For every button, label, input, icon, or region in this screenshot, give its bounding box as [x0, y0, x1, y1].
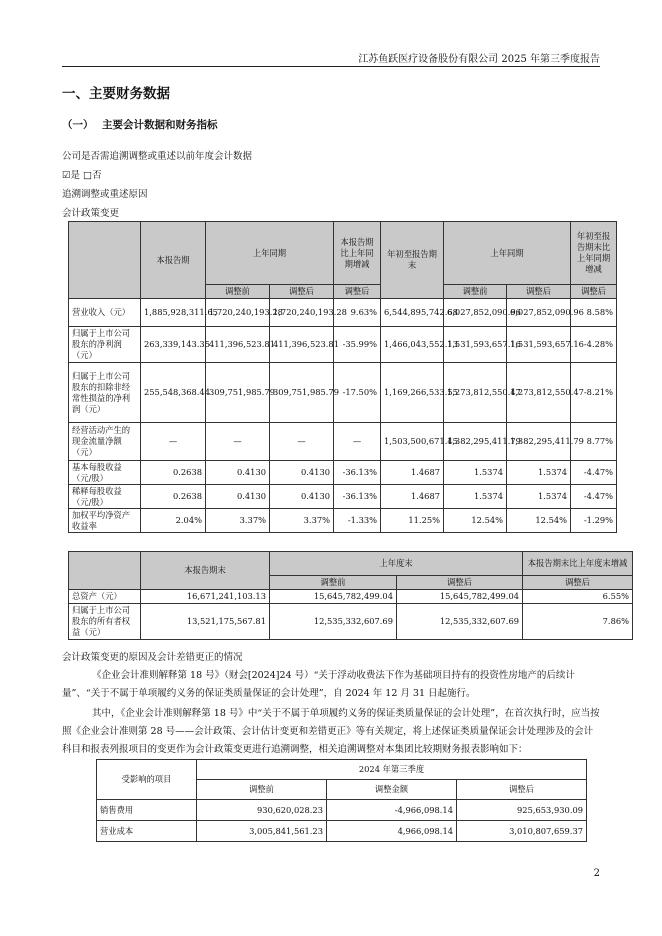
- row-label: 总资产（元）: [69, 590, 141, 604]
- cell: -8.21%: [571, 363, 617, 423]
- notes-paragraph-2: 其中，《企业会计准则解释第 18 号》中“关于不属于单项履约义务的保证类质量保证的会计处理”，在首次执行时，应当按照《企业会计准则第 28 号——会计政策、会计估计变更和差错更正》等有关规定，将上述保证类质量保证会计处理涉及的会计科目和报表列报项目的变更作为会计政策变更进行追溯调整，相关追溯调整对本集团比较期财务报表影响如下：: [62, 708, 600, 755]
- cell: 12,535,332,607.69: [397, 604, 523, 640]
- header-prior-year-end: 上年度末: [270, 552, 523, 576]
- cell: 1,885,928,311.65: [141, 299, 206, 327]
- table-row: [69, 604, 633, 640]
- restatement-answer: ☑是 □否: [62, 170, 102, 181]
- cell: 1,273,812,550.47: [444, 363, 507, 423]
- cell: 6,027,852,090.96: [444, 299, 507, 327]
- cell: 1,720,240,193.28: [270, 299, 334, 327]
- cell: 3.37%: [270, 509, 334, 533]
- header-adjustment: 调整金额: [327, 780, 457, 800]
- restatement-reason-value: 会计政策变更: [62, 208, 120, 219]
- table-row: [97, 800, 587, 821]
- cell: 0.4130: [270, 485, 334, 509]
- cell: 1,531,593,657.16: [444, 327, 507, 363]
- header-after: 调整后: [571, 285, 617, 299]
- cell: 3,010,807,659.37: [457, 821, 587, 842]
- cell: -17.50%: [334, 363, 381, 423]
- report-header: 江苏鱼跃医疗设备股份有限公司 2025 年第三季度报告: [358, 54, 600, 65]
- table-row: [69, 590, 633, 604]
- table-row: [69, 363, 617, 423]
- cell: 411,396,523.81: [270, 327, 334, 363]
- cell: —: [206, 423, 270, 461]
- cell: 6,544,895,742.68: [381, 299, 444, 327]
- header-item: 受影响的项目: [97, 760, 197, 800]
- cell: 3,005,841,561.23: [197, 821, 327, 842]
- table-row: [69, 485, 617, 509]
- cell: 8.77%: [571, 423, 617, 461]
- cell: 411,396,523.81: [206, 327, 270, 363]
- cell: 6,027,852,090.96: [507, 299, 571, 327]
- cell: 0.4130: [270, 461, 334, 485]
- cell: 1,466,043,552.13: [381, 327, 444, 363]
- cell: 16,671,241,103.13: [141, 590, 270, 604]
- subsection-title: [62, 117, 218, 132]
- cell: 0.2638: [141, 485, 206, 509]
- cell: 1,382,295,411.79: [507, 423, 571, 461]
- header-blank: [69, 222, 141, 299]
- header-after: 调整后: [507, 285, 571, 299]
- header-after: 调整后: [397, 576, 523, 590]
- cell: 12.54%: [507, 509, 571, 533]
- cell: 0.4130: [206, 461, 270, 485]
- header-prior-ytd: 上年同期: [444, 222, 571, 285]
- cell: -1.29%: [571, 509, 617, 533]
- header-before: 调整前: [444, 285, 507, 299]
- balance-data-table: [68, 551, 633, 640]
- header-blank: [69, 552, 141, 590]
- table-row: [97, 821, 587, 842]
- cell: 1.5374: [444, 461, 507, 485]
- header-before: 调整前: [206, 285, 270, 299]
- cell: -4.28%: [571, 327, 617, 363]
- row-label: 营业成本: [97, 821, 197, 842]
- cell: 1.5374: [507, 485, 571, 509]
- restatement-reason-label: 追溯调整或重述原因: [62, 189, 148, 200]
- cell: 3.37%: [206, 509, 270, 533]
- restatement-question: 公司是否需追溯调整或重述以前年度会计数据: [62, 151, 253, 162]
- header-period-end: 本报告期末: [141, 552, 270, 590]
- header-after: 调整后: [334, 285, 381, 299]
- cell: 4,966,098.14: [327, 821, 457, 842]
- page-number: 2: [593, 868, 600, 879]
- cell: —: [141, 423, 206, 461]
- row-label: 稀释每股收益（元/股）: [69, 485, 141, 509]
- row-label: 经营活动产生的现金流量净额（元）: [69, 423, 141, 461]
- cell: 15,645,782,499.04: [270, 590, 397, 604]
- cell: -4.47%: [571, 485, 617, 509]
- table-row: [69, 299, 617, 327]
- cell: 1,382,295,411.79: [444, 423, 507, 461]
- header-end-change: 本报告期末比上年度末增减: [523, 552, 633, 576]
- cell: -1.33%: [334, 509, 381, 533]
- header-after: 调整后: [457, 780, 587, 800]
- cell: 6.55%: [523, 590, 633, 604]
- cell: 1.4687: [381, 461, 444, 485]
- header-period: 2024 年第三季度: [197, 760, 587, 780]
- table-row: [69, 327, 617, 363]
- cell: 9.63%: [334, 299, 381, 327]
- cell: -35.99%: [334, 327, 381, 363]
- cell: —: [270, 423, 334, 461]
- row-label: 营业收入（元）: [69, 299, 141, 327]
- header-before: 调整前: [270, 576, 397, 590]
- cell: 13,521,175,567.81: [141, 604, 270, 640]
- notes-title: 会计政策变更的原因及会计差错更正的情况: [62, 652, 243, 663]
- cell: 309,751,985.79: [206, 363, 270, 423]
- section-title: 一、主要财务数据: [62, 86, 170, 102]
- row-label: 归属于上市公司股东的净利润（元）: [69, 327, 141, 363]
- row-label: 加权平均净资产收益率: [69, 509, 141, 533]
- cell: 1.4687: [381, 485, 444, 509]
- cell: 2.04%: [141, 509, 206, 533]
- cell: -4.47%: [571, 461, 617, 485]
- table-row: [69, 423, 617, 461]
- cell: 11.25%: [381, 509, 444, 533]
- cell: 263,339,143.35: [141, 327, 206, 363]
- header-period-change: 本报告期比上年同期增减: [334, 222, 381, 285]
- table-row: [69, 509, 617, 533]
- cell: 1.5374: [507, 461, 571, 485]
- header-after: 调整后: [270, 285, 334, 299]
- restatement-impact-table: [96, 759, 587, 842]
- cell: 15,645,782,499.04: [397, 590, 523, 604]
- header-current-period: 本报告期: [141, 222, 206, 299]
- cell: 1,503,500,671.45: [381, 423, 444, 461]
- cell: 1.5374: [444, 485, 507, 509]
- cell: 12.54%: [444, 509, 507, 533]
- cell: 7.86%: [523, 604, 633, 640]
- cell: -36.13%: [334, 461, 381, 485]
- cell: 925,653,930.09: [457, 800, 587, 821]
- header-prior-period: 上年同期: [206, 222, 334, 285]
- cell: —: [334, 423, 381, 461]
- key-financial-data-table: [68, 221, 617, 533]
- row-label: 归属于上市公司股东的所有者权益（元）: [69, 604, 141, 640]
- cell: 0.2638: [141, 461, 206, 485]
- cell: 1,531,593,657.16: [507, 327, 571, 363]
- cell: -36.13%: [334, 485, 381, 509]
- notes-paragraph-1: 《企业会计准则解释第 18 号》（财会[2024]24 号）“关于浮动收费法下作为基础项目持有的投资性房地产的后续计量”、“关于不属于单项履约义务的保证类质量保证的会计处理”，自 2024 年 12 月 31 日起施行。: [62, 670, 575, 699]
- header-divider: [62, 66, 600, 67]
- cell: 930,620,028.23: [197, 800, 327, 821]
- cell: 1,720,240,193.28: [206, 299, 270, 327]
- cell: 8.58%: [571, 299, 617, 327]
- row-label: 归属于上市公司股东的扣除非经常性损益的净利润（元）: [69, 363, 141, 423]
- row-label: 销售费用: [97, 800, 197, 821]
- header-before: 调整前: [197, 780, 327, 800]
- header-after: 调整后: [523, 576, 633, 590]
- cell: -4,966,098.14: [327, 800, 457, 821]
- cell: 309,751,985.79: [270, 363, 334, 423]
- header-ytd: 年初至报告期末: [381, 222, 444, 299]
- subsection-label: 主要会计数据和财务指标: [102, 119, 218, 131]
- cell: 1,273,812,550.47: [507, 363, 571, 423]
- cell: 255,548,368.44: [141, 363, 206, 423]
- header-ytd-change: 年初至报告期末比上年同期增减: [571, 222, 617, 285]
- subsection-number: （一）: [62, 119, 94, 131]
- cell: 1,169,266,533.55: [381, 363, 444, 423]
- cell: 0.4130: [206, 485, 270, 509]
- row-label: 基本每股收益（元/股）: [69, 461, 141, 485]
- cell: 12,535,332,607.69: [270, 604, 397, 640]
- table-row: [69, 461, 617, 485]
